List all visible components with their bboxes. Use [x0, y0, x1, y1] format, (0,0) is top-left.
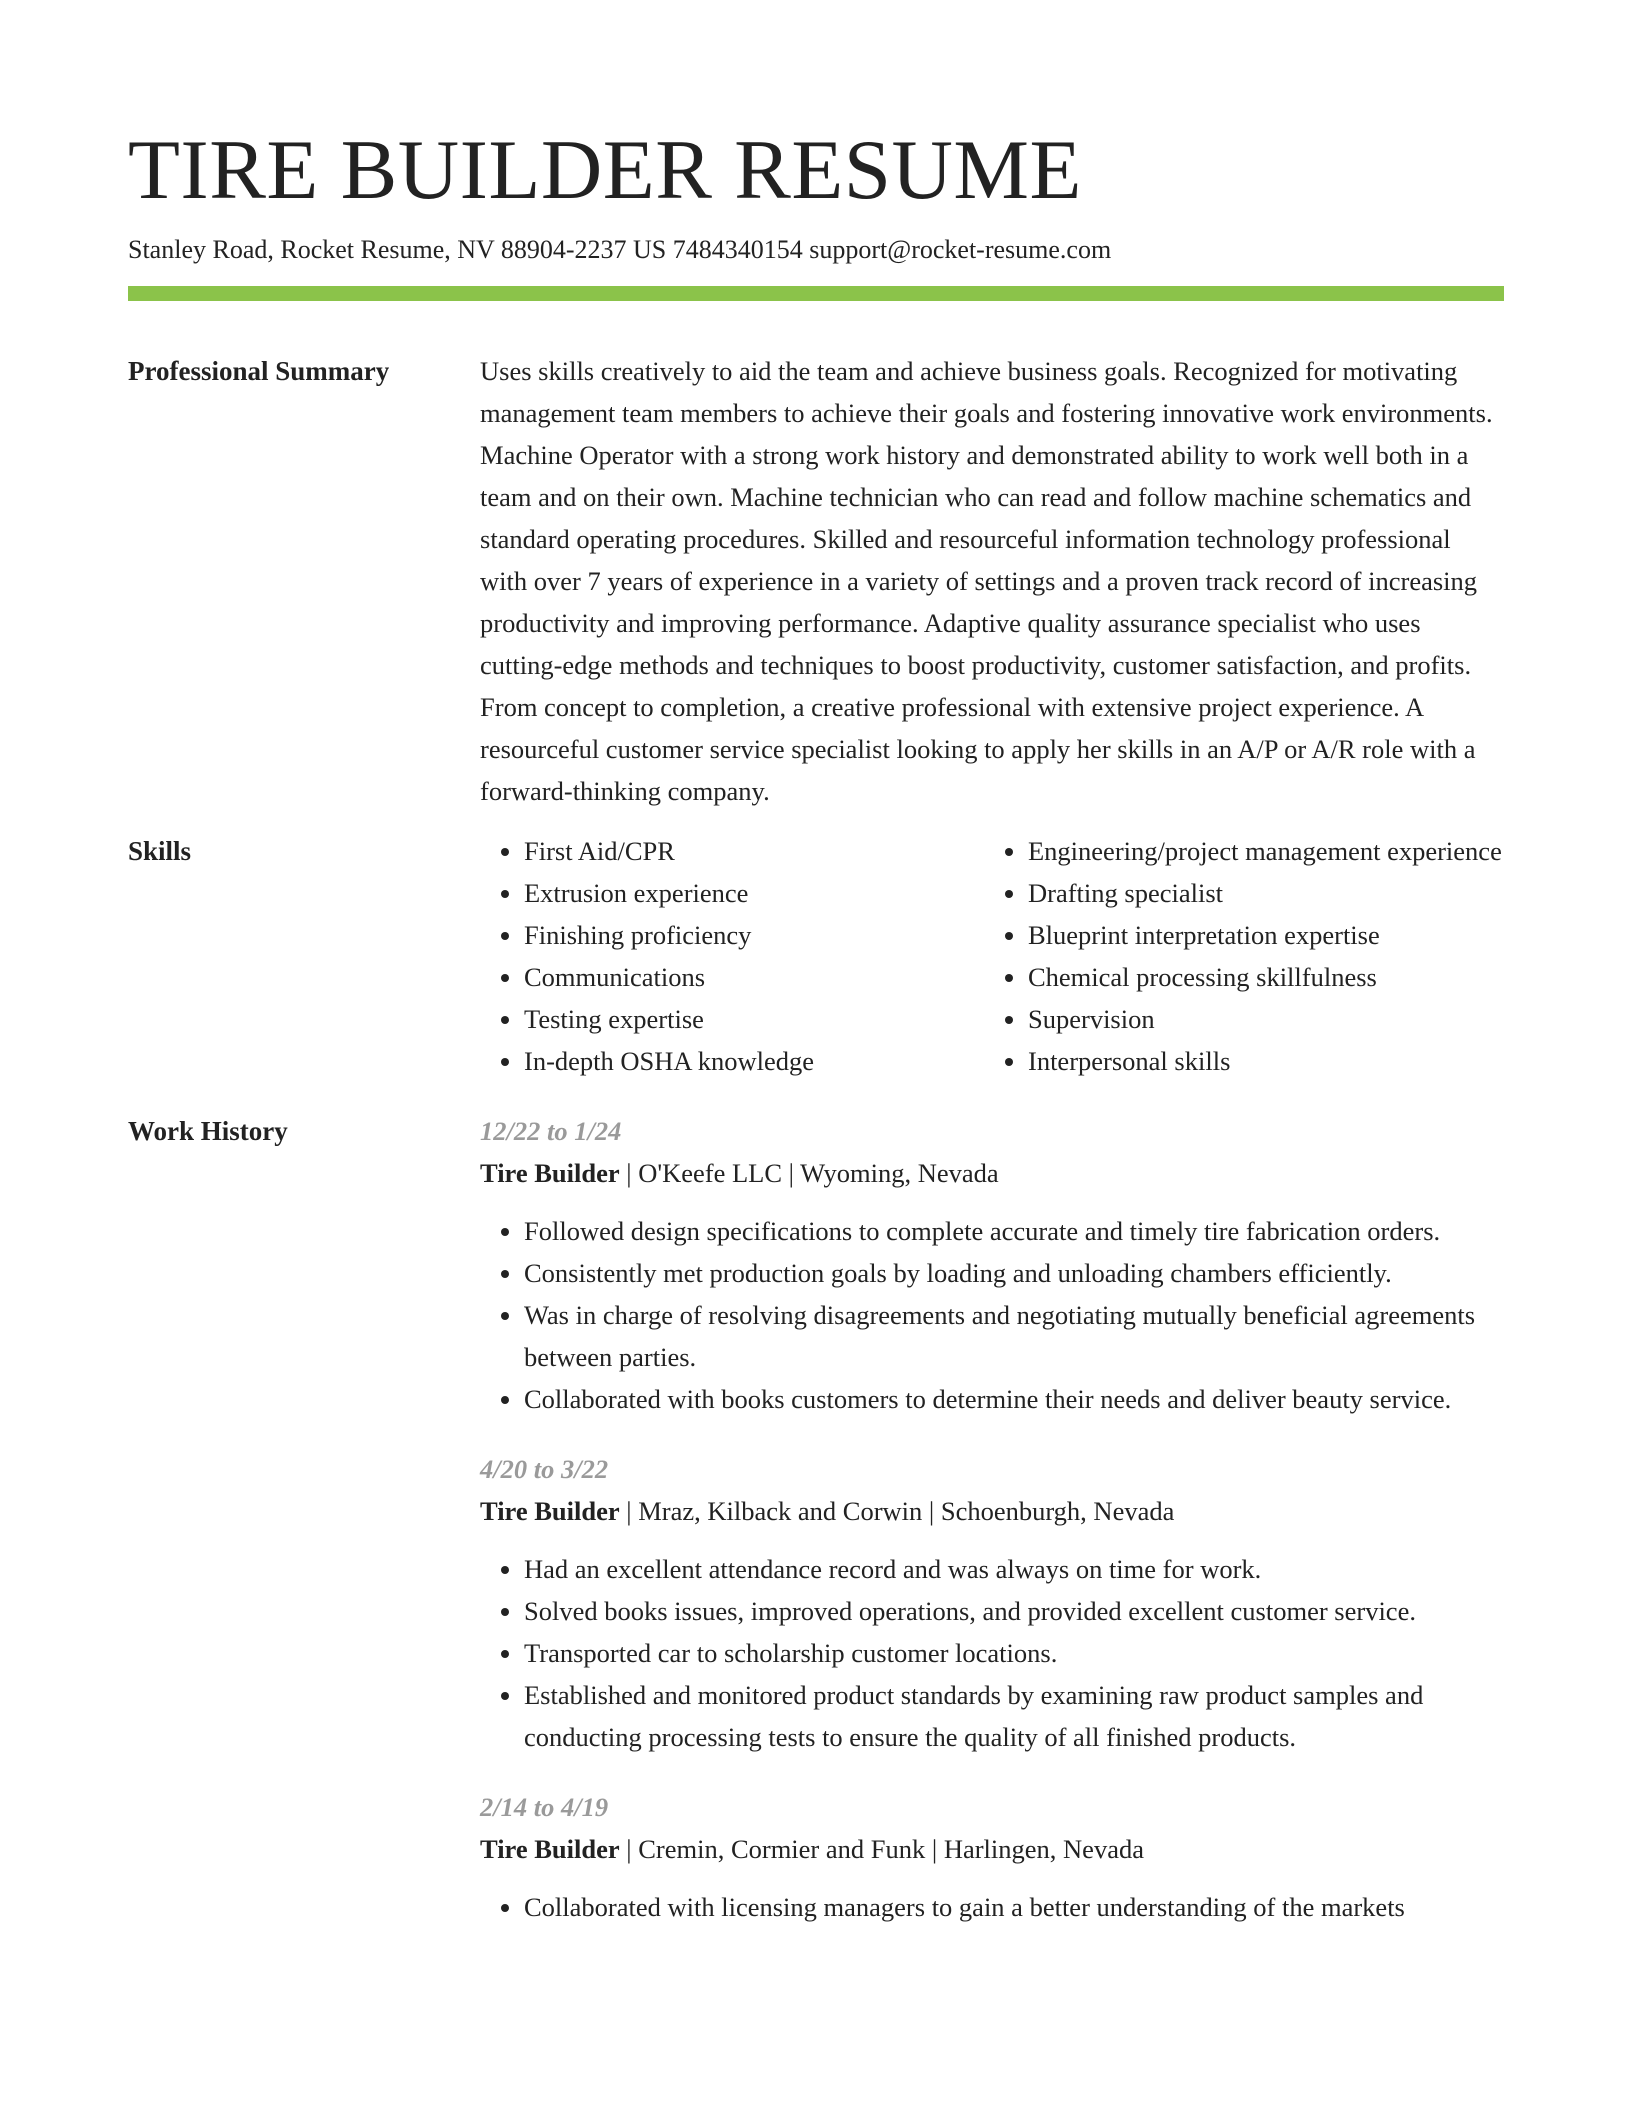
- skills-list-right: [984, 830, 1504, 1082]
- skills-heading: Skills: [128, 836, 192, 866]
- job-dates: 4/20 to 3/22: [480, 1454, 609, 1484]
- job-location: Schoenburgh, Nevada: [940, 1496, 1175, 1526]
- skill-item: • Finishing proficiency: [524, 914, 984, 956]
- skill-item: • Engineering/project management experience: [1028, 830, 1504, 872]
- skill-item: • In-depth OSHA knowledge: [524, 1040, 984, 1082]
- contact-phone: 7484340154: [672, 235, 803, 264]
- job-dates: 12/22 to 1/24: [480, 1116, 622, 1146]
- job-heading: Tire Builder | O'Keefe LLC | Wyoming, Nevada: [480, 1158, 999, 1188]
- job-location: Wyoming, Nevada: [800, 1158, 999, 1188]
- job-location: Harlingen, Nevada: [943, 1834, 1144, 1864]
- job-dates: 2/14 to 4/19: [480, 1792, 609, 1822]
- skill-item: • First Aid/CPR: [524, 830, 984, 872]
- summary-body: [480, 350, 1504, 812]
- skills-section: [128, 830, 1504, 1082]
- job-bullet: • Established and monitored product standards by examining raw product samples and conducting processing tests to ensure the quality of all finished products.: [524, 1674, 1504, 1758]
- job-title: Tire Builder: [480, 1496, 620, 1526]
- job-bullet: • Collaborated with licensing managers to gain a better understanding of the markets: [524, 1886, 1504, 1928]
- job-bullet: • Collaborated with books customers to determine their needs and deliver beauty service.: [524, 1378, 1504, 1420]
- skills-body: [480, 830, 1504, 1082]
- job-entry: [480, 1448, 1504, 1758]
- job-bullets: [480, 1548, 1504, 1758]
- contact-address: Stanley Road, Rocket Resume, NV 88904-2237 US: [128, 235, 667, 264]
- job-entry: [480, 1110, 1504, 1420]
- resume-content: [128, 350, 1504, 1974]
- job-bullets: [480, 1210, 1504, 1420]
- job-title: Tire Builder: [480, 1158, 620, 1188]
- skill-item: • Communications: [524, 956, 984, 998]
- contact-line: [128, 232, 1504, 268]
- job-bullet: • Had an excellent attendance record and was always on time for work.: [524, 1548, 1504, 1590]
- job-company: O'Keefe LLC: [638, 1158, 783, 1188]
- work-history-heading: Work History: [128, 1116, 288, 1146]
- job-company: Cremin, Cormier and Funk: [638, 1834, 926, 1864]
- job-bullets: [480, 1886, 1504, 1928]
- resume-header: [128, 120, 1504, 268]
- accent-divider: [128, 286, 1504, 301]
- skill-item: • Interpersonal skills: [1028, 1040, 1504, 1082]
- job-bullet: • Consistently met production goals by loading and unloading chambers efficiently.: [524, 1252, 1504, 1294]
- skill-item: • Blueprint interpretation expertise: [1028, 914, 1504, 956]
- summary-heading: Professional Summary: [128, 356, 390, 386]
- job-heading: Tire Builder | Cremin, Cormier and Funk | Harlingen, Nevada: [480, 1834, 1144, 1864]
- resume-title: TIRE BUILDER RESUME: [128, 123, 1082, 217]
- skill-item: • Extrusion experience: [524, 872, 984, 914]
- work-history-section: [128, 1110, 1504, 1956]
- summary-section: [128, 350, 1504, 812]
- job-bullet: • Was in charge of resolving disagreements and negotiating mutually beneficial agreements between parties.: [524, 1294, 1504, 1378]
- job-entry: [480, 1786, 1504, 1928]
- summary-text: Uses skills creatively to aid the team and achieve business goals. Recognized for motivating management team members to achieve their goals and fostering innovative work environments. Machine Operator with a strong work history and demonstrated ability to work well both in a team and on their own. Machine technician who can read and follow machine schematics and standard operating procedures. Skilled and resourceful information technology professional with over 7 years of experience in a variety of settings and a proven track record of increasing productivity and improving performance. Adaptive quality assurance specialist who uses cutting-edge methods and techniques to boost productivity, customer satisfaction, and profits. From concept to completion, a creative professional with extensive project experience. A resourceful customer service specialist looking to apply her skills in an A/P or A/R role with a forward-thinking company.: [480, 356, 1493, 806]
- skills-list-left: [480, 830, 984, 1082]
- contact-email: support@rocket-resume.com: [809, 235, 1112, 264]
- skill-item: • Supervision: [1028, 998, 1504, 1040]
- work-history-body: [480, 1110, 1504, 1956]
- job-bullet: • Followed design specifications to complete accurate and timely tire fabrication orders.: [524, 1210, 1504, 1252]
- job-heading: Tire Builder | Mraz, Kilback and Corwin | Schoenburgh, Nevada: [480, 1496, 1175, 1526]
- job-bullet: • Solved books issues, improved operations, and provided excellent customer service.: [524, 1590, 1504, 1632]
- skill-item: • Drafting specialist: [1028, 872, 1504, 914]
- job-company: Mraz, Kilback and Corwin: [638, 1496, 923, 1526]
- skill-item: • Testing expertise: [524, 998, 984, 1040]
- job-bullet: • Transported car to scholarship customer locations.: [524, 1632, 1504, 1674]
- skills-columns: [480, 830, 1504, 1082]
- job-title: Tire Builder: [480, 1834, 620, 1864]
- skill-item: • Chemical processing skillfulness: [1028, 956, 1504, 998]
